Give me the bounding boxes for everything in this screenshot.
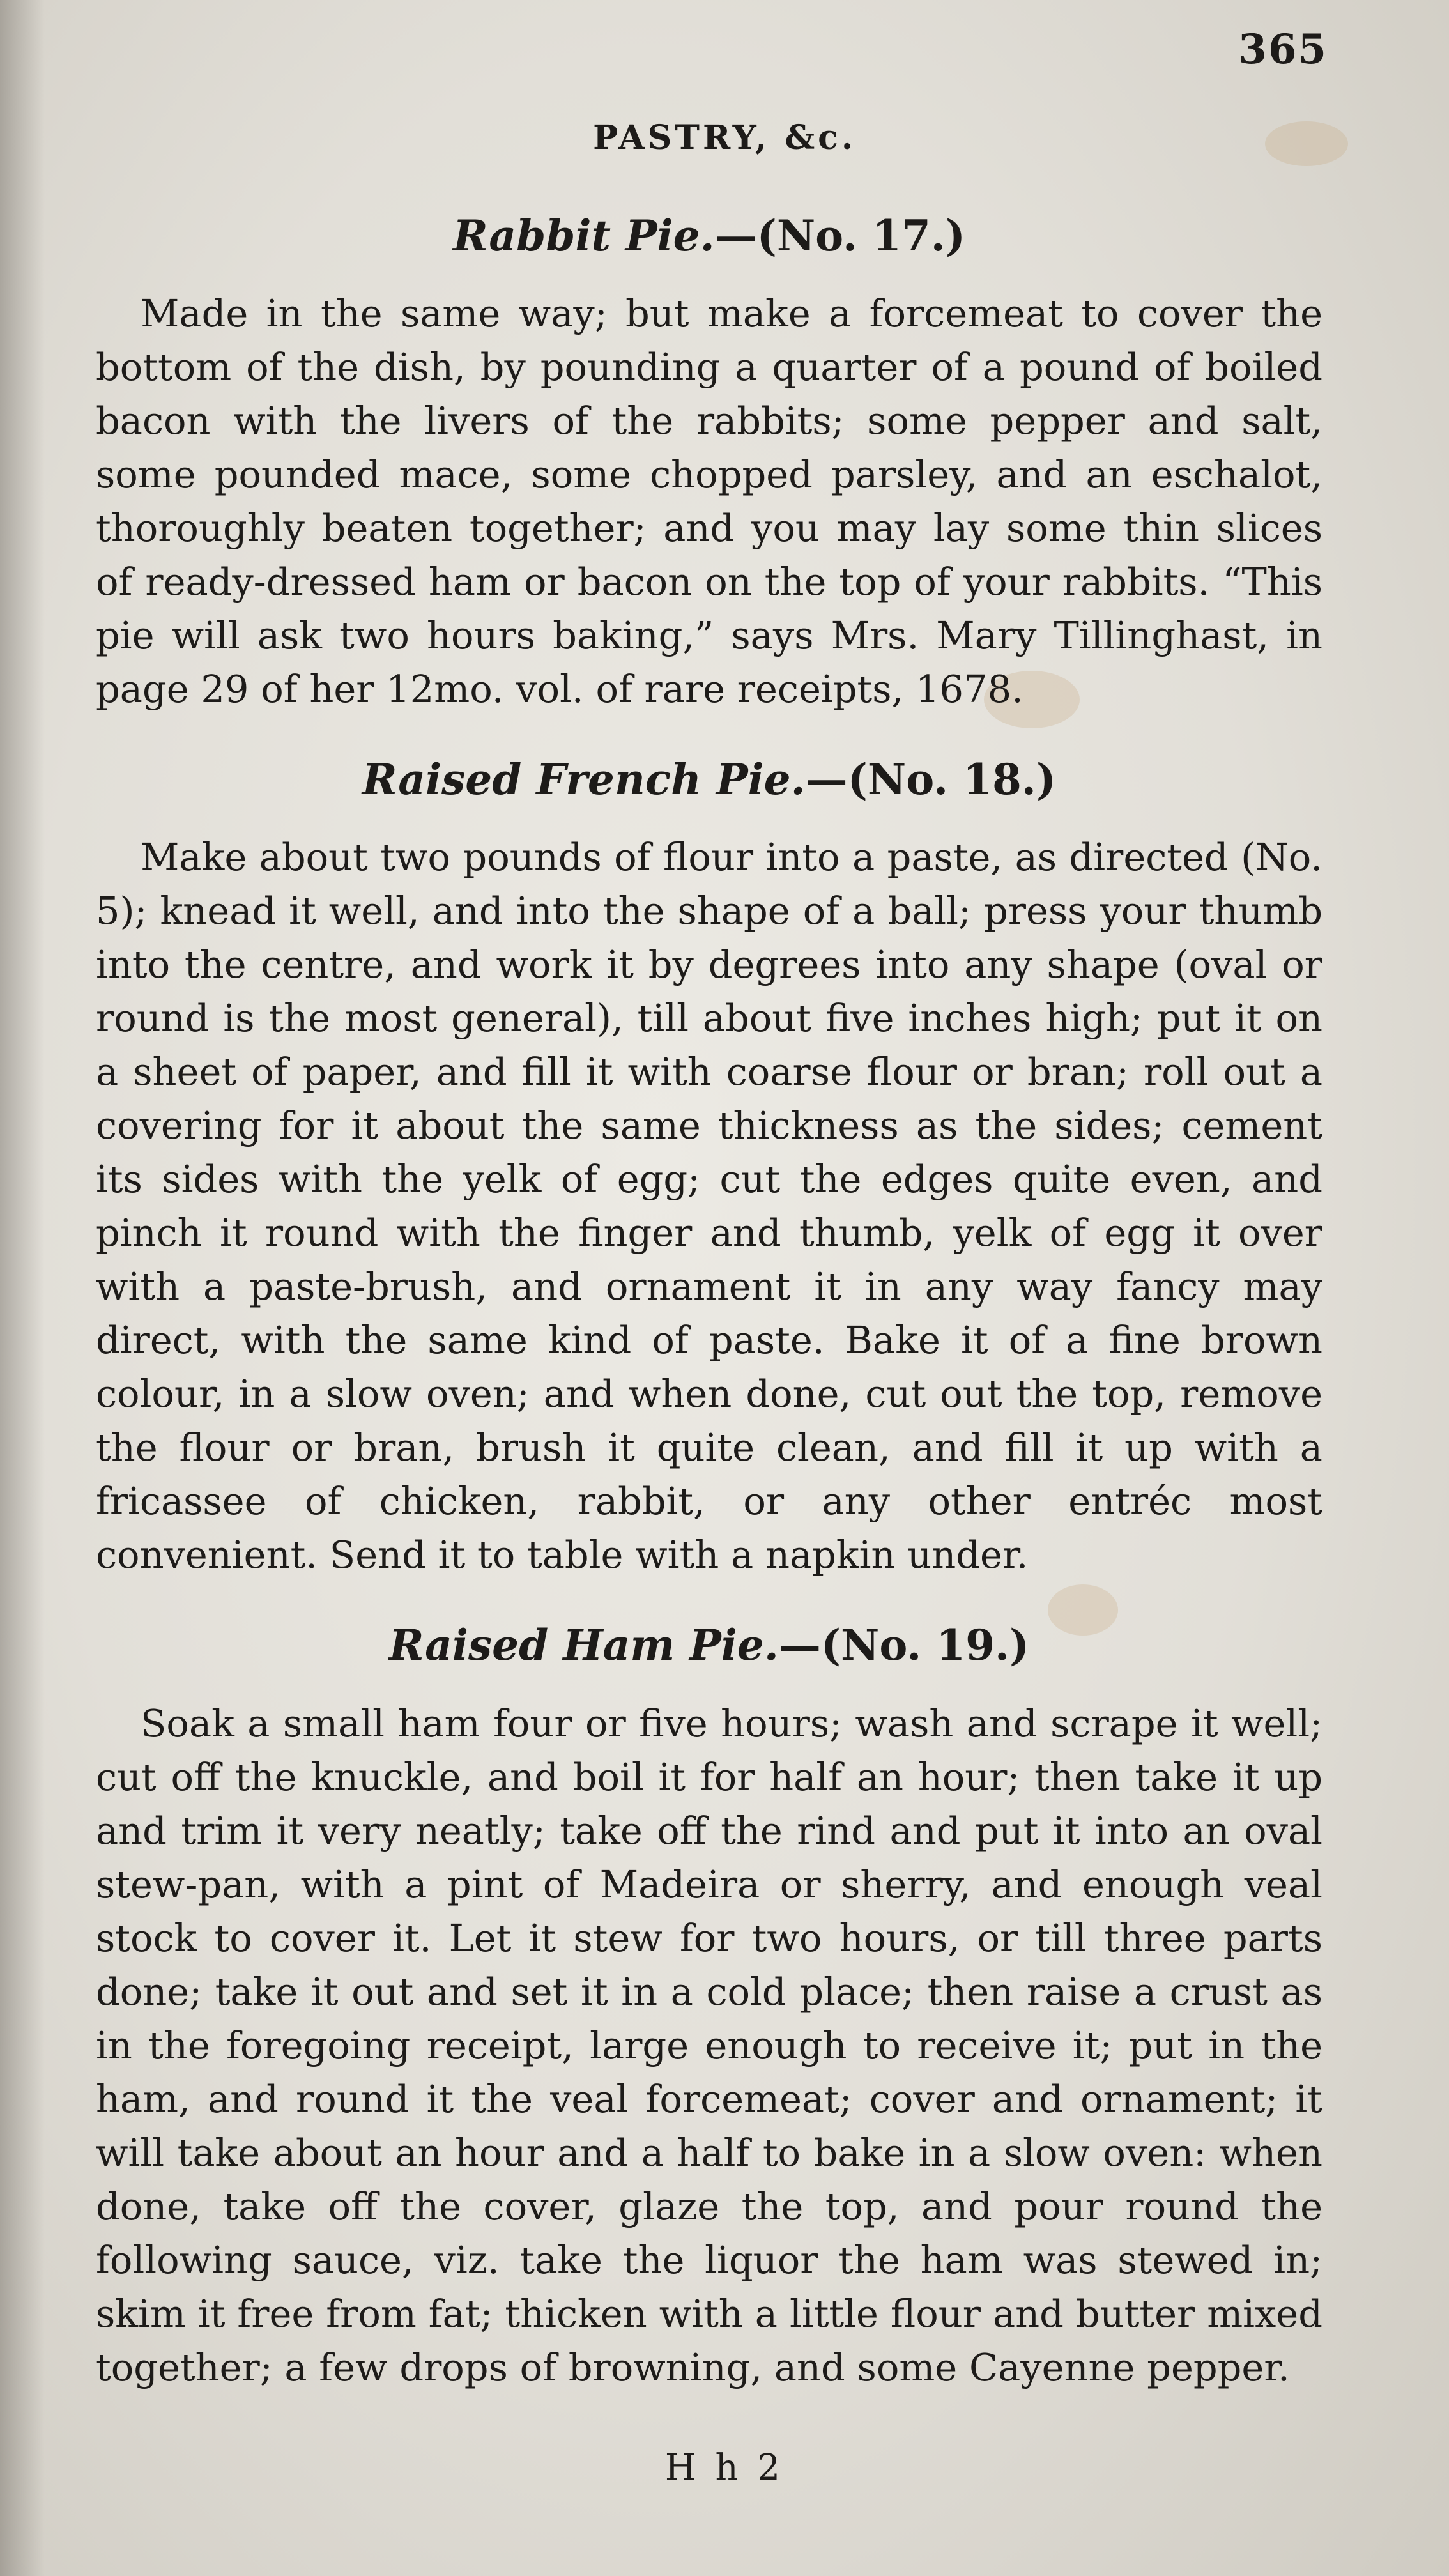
page-content	[96, 211, 1322, 2433]
recipe-number: —(No. 17.)	[714, 211, 966, 261]
recipe-number: —(No. 18.)	[805, 755, 1057, 805]
signature-mark: H h 2	[664, 2447, 785, 2488]
gutter-shadow	[0, 0, 45, 2576]
page-number: 365	[1238, 26, 1328, 73]
recipe-body: Made in the same way; but make a forcemeat to cover the bottom of the dish, by pounding a quarter of a pound of boiled bacon with the livers of the rabbits; some pepper and salt, some pounded mace, some chopped parsley, and an eschalot, thoroughly beaten together; and you may lay some thin slices of ready-dressed ham or bacon on the top of your rabbits. “This pie will ask two hours baking,” says Mrs. Mary Tillinghast, in page 29 of her 12mo. vol. of rare receipts, 1678.	[96, 291, 1322, 712]
recipe-body: Make about two pounds of flour into a paste, as directed (No. 5); knead it well, and into the shape of a ball; press your thumb into the centre, and work it by degrees into any shape (oval or round is the most general), till about five inches high; put it on a sheet of paper, and fill it with coarse flour or bran; roll out a covering for it about the same thickness as the sides; cement its sides with the yelk of egg; cut the edges quite even, and pinch it round with the finger and thumb, yelk of egg it over with a paste-brush, and ornament it in any way fancy may direct, with the same kind of paste. Bake it of a fine brown colour, in a slow oven; and when done, cut out the top, remove the flour or bran, brush it quite clean, and fill it up with a fricassee of chicken, rabbit, or any other entréc most convenient. Send it to table with a napkin under.	[96, 835, 1322, 1577]
recipe-name: Rabbit Pie.	[452, 211, 715, 261]
recipe-title	[96, 755, 1322, 805]
recipe-number: —(No. 19.)	[778, 1620, 1030, 1671]
recipe-title	[96, 1620, 1322, 1671]
recipe-raised-french-pie	[96, 755, 1322, 1582]
running-head: PASTRY, &c.	[593, 118, 856, 157]
recipe-name: Raised French Pie.	[362, 755, 806, 805]
recipe-title	[96, 211, 1322, 261]
recipe-name: Raised Ham Pie.	[388, 1620, 779, 1671]
recipe-body: Soak a small ham four or five hours; wash and scrape it well; cut off the knuckle, and boil it for half an hour; then take it up and trim it very neatly; take off the rind and put it into an oval stew-pan, with a pint of Madeira or sherry, and enough veal stock to cover it. Let it stew for two hours, or till three parts done; take it out and set it in a cold place; then raise a crust as in the foregoing receipt, large enough to receive it; put in the ham, and round it the veal forcemeat; cover and ornament; it will take about an hour and a half to bake in a slow oven: when done, take off the cover, glaze the top, and pour round the following sauce, viz. take the liquor the ham was stewed in; skim it free from fat; thicken with a little flour and butter mixed together; a few drops of browning, and some Cayenne pepper.	[96, 1701, 1322, 2389]
recipe-raised-ham-pie	[96, 1620, 1322, 2394]
recipe-rabbit-pie	[96, 211, 1322, 716]
